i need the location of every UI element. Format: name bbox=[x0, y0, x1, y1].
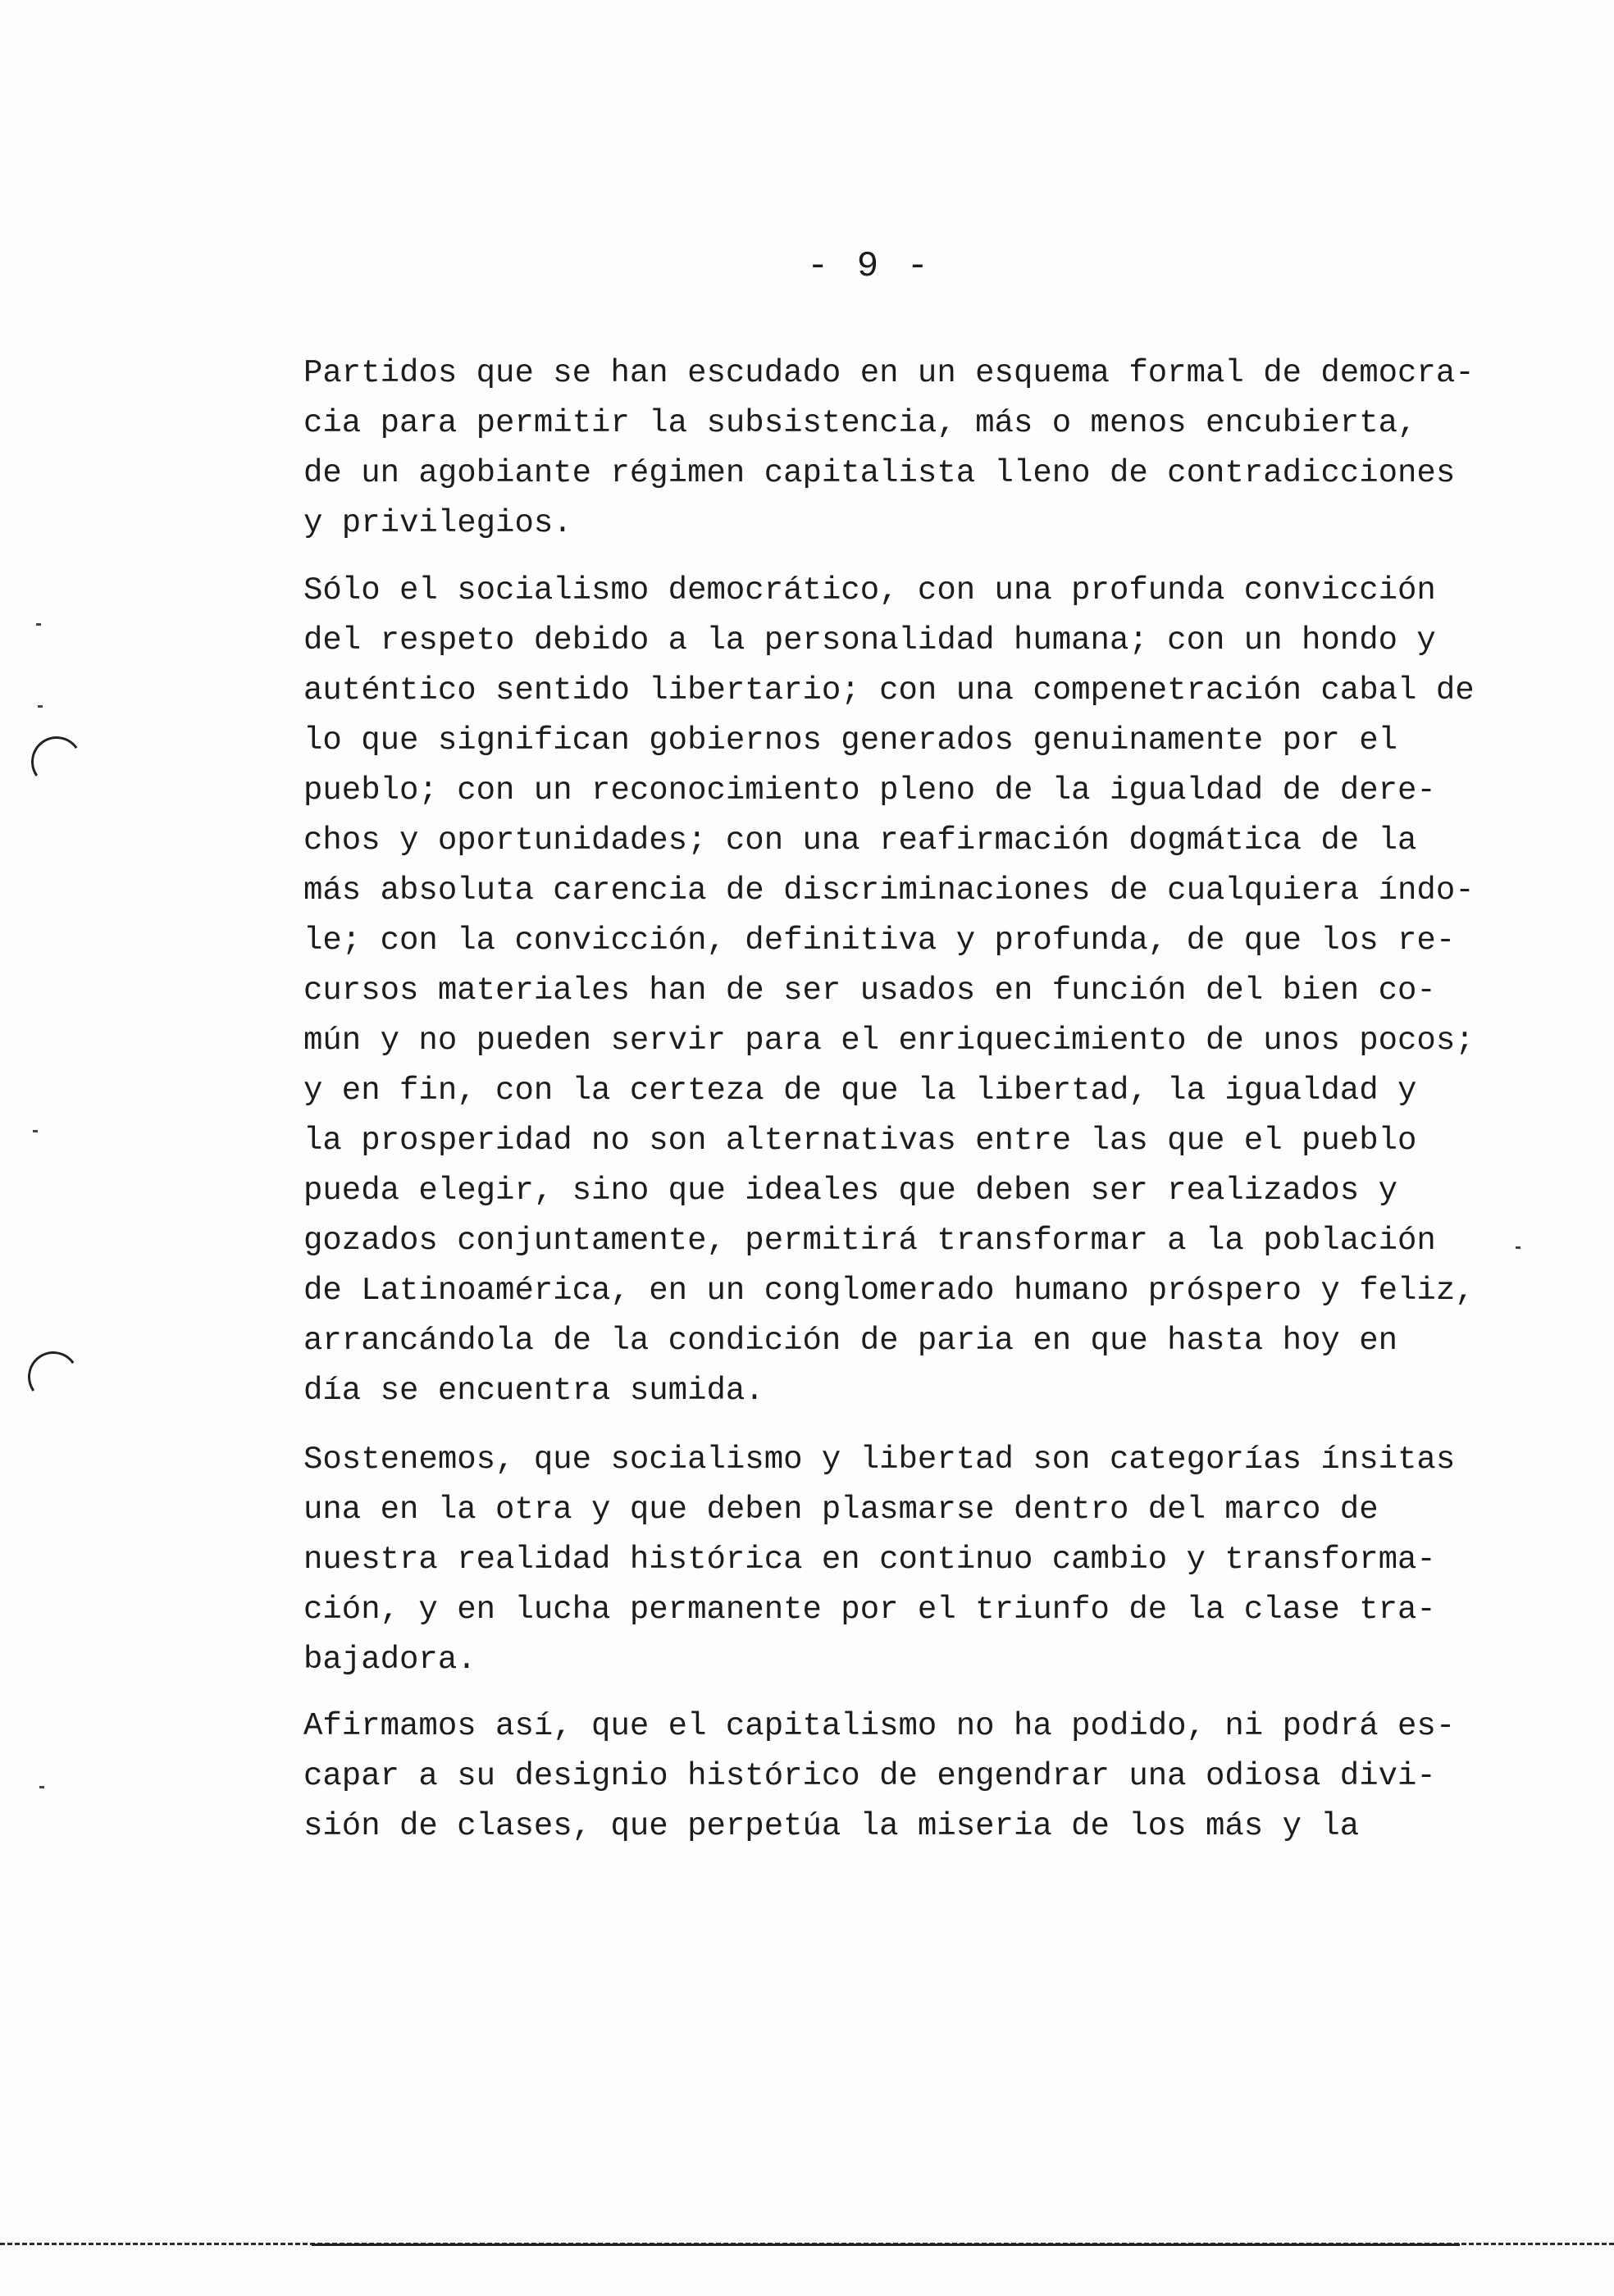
text-line: arrancándola de la condición de paria en que hasta hoy en bbox=[303, 1323, 1398, 1359]
paragraph-1 bbox=[303, 348, 1517, 549]
paragraph-3 bbox=[303, 1435, 1517, 1685]
punch-hole-mark bbox=[24, 1347, 83, 1406]
text-line: Sostenemos, que socialismo y libertad son categorías ínsitas bbox=[303, 1442, 1456, 1478]
text-line: Sólo el socialismo democrático, con una profunda convicción bbox=[303, 572, 1436, 608]
paragraph-4 bbox=[303, 1702, 1517, 1852]
text-line: y privilegios. bbox=[303, 505, 572, 541]
page-number: - 9 - bbox=[806, 246, 932, 287]
text-line: Partidos que se han escudado en un esquema formal de democra- bbox=[303, 355, 1475, 391]
text-line: pueda elegir, sino que ideales que deben ser realizados y bbox=[303, 1173, 1398, 1209]
text-line: le; con la convicción, definitiva y profunda, de que los re- bbox=[303, 922, 1456, 959]
text-line: cia para permitir la subsistencia, más o menos encubierta, bbox=[303, 405, 1417, 441]
text-line: mún y no pueden servir para el enriquecimiento de unos pocos; bbox=[303, 1023, 1475, 1059]
text-line: Afirmamos así, que el capitalismo no ha podido, ni podrá es- bbox=[303, 1708, 1456, 1744]
scan-speck bbox=[39, 1786, 44, 1788]
text-line: cursos materiales han de ser usados en función del bien co- bbox=[303, 973, 1436, 1009]
text-line: chos y oportunidades; con una reafirmación dogmática de la bbox=[303, 822, 1417, 859]
text-line: auténtico sentido libertario; con una compenetración cabal de bbox=[303, 672, 1475, 708]
text-line: bajadora. bbox=[303, 1642, 476, 1678]
text-line: de un agobiante régimen capitalista lleno de contradicciones bbox=[303, 455, 1456, 491]
text-line: gozados conjuntamente, permitirá transformar a la población bbox=[303, 1223, 1436, 1259]
text-line: pueblo; con un reconocimiento pleno de la igualdad de dere- bbox=[303, 772, 1436, 809]
bottom-rule bbox=[312, 2244, 1460, 2246]
scan-speck bbox=[33, 1130, 38, 1132]
scan-speck bbox=[38, 705, 43, 708]
text-line: y en fin, con la certeza de que la libertad, la igualdad y bbox=[303, 1073, 1417, 1109]
scan-speck bbox=[36, 623, 41, 626]
text-line: una en la otra y que deben plasmarse dentro del marco de bbox=[303, 1492, 1379, 1528]
text-line: la prosperidad no son alternativas entre las que el pueblo bbox=[303, 1123, 1417, 1159]
text-line: nuestra realidad histórica en continuo cambio y transforma- bbox=[303, 1542, 1436, 1578]
text-line: capar a su designio histórico de engendrar una odiosa divi- bbox=[303, 1758, 1436, 1794]
text-line: más absoluta carencia de discriminaciones de cualquiera índo- bbox=[303, 872, 1475, 909]
text-line: de Latinoamérica, en un conglomerado humano próspero y feliz, bbox=[303, 1273, 1475, 1309]
scan-speck bbox=[1516, 1246, 1521, 1249]
text-line: lo que significan gobiernos generados genuinamente por el bbox=[303, 722, 1398, 758]
text-line: sión de clases, que perpetúa la miseria de los más y la bbox=[303, 1808, 1360, 1844]
punch-hole-mark bbox=[27, 732, 86, 791]
paragraph-2 bbox=[303, 566, 1517, 1416]
text-line: del respeto debido a la personalidad humana; con un hondo y bbox=[303, 622, 1436, 658]
text-line: ción, y en lucha permanente por el triunfo de la clase tra- bbox=[303, 1592, 1436, 1628]
text-line: día se encuentra sumida. bbox=[303, 1373, 764, 1409]
